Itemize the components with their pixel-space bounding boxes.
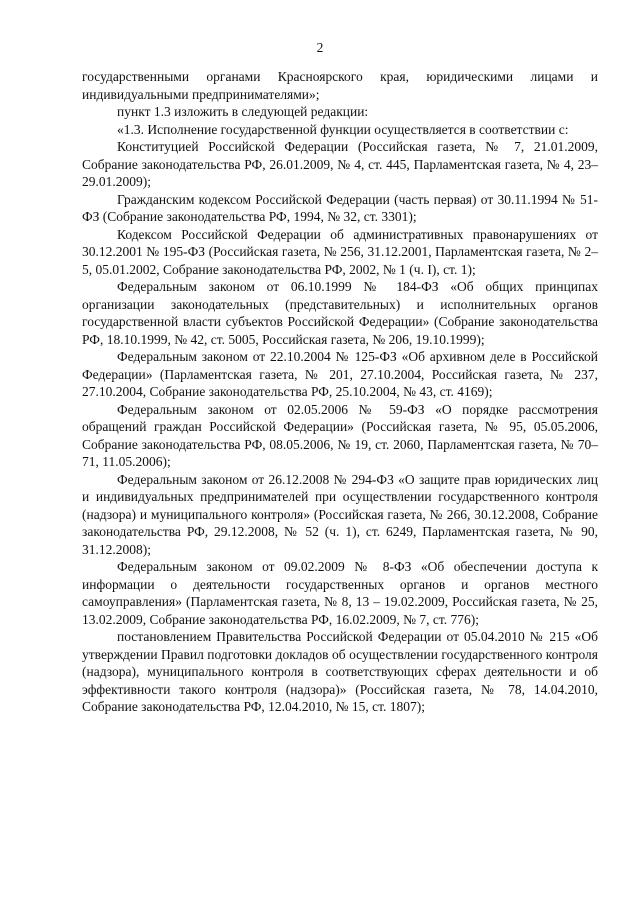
paragraph-law-8: Федеральным законом от 09.02.2009 № 8-ФЗ «Об обеспечении доступа к информации о деятельности государственных органов и органов местного самоуправления» (Парламентская газета, № 8, 13 – 19.02.2009, Российская газета, № 25, 13.02.2009, Собрание законодательства РФ, 16.02.2009, № 7, ст. 776); — [82, 559, 598, 627]
paragraph-constitution: Конституцией Российской Федерации (Российская газета, № 7, 21.01.2009, Собрание законодательства РФ, 26.01.2009, № 4, ст. 445, Парламентская газета, № 4, 23–29.01.2009); — [82, 139, 598, 189]
paragraph-law-184: Федеральным законом от 06.10.1999 № 184-ФЗ «Об общих принципах организации законодательных (представительных) и исполнительных органов государственной власти субъектов Российской Федерации» (Собрание законодательства РФ, 18.10.1999, № 42, ст. 5005, Российская газета, № 206, 19.10.1999); — [82, 279, 598, 347]
page-number: 2 — [316, 40, 324, 55]
paragraph-law-294: Федеральным законом от 26.12.2008 № 294-ФЗ «О защите прав юридических лиц и индивидуальных предпринимателей при осуществлении государственного контроля (надзора) и муниципального контроля» (Российская газета, № 266, 30.12.2008, Собрание законодательства РФ, 29.12.2008, № 52 (ч. 1), ст. 6249, Парламентская газета, № 90, 31.12.2008); — [82, 471, 598, 557]
document-body — [82, 68, 598, 716]
paragraph-law-59: Федеральным законом от 02.05.2006 № 59-ФЗ «О порядке рассмотрения обращений граждан Российской Федерации» (Российская газета, № 95, 05.05.2006, Собрание законодательства РФ, 08.05.2006, № 19, ст. 2060, Парламентская газета, № 70–71, 11.05.2006); — [82, 401, 598, 469]
paragraph-administrative-code: Кодексом Российской Федерации об административных правонарушениях от 30.12.2001 № 195-ФЗ (Российская газета, № 256, 31.12.2001, Парламентская газета, № 2–5, 05.01.2002, Собрание законодательства РФ, 2002, № 1 (ч. I), ст. 1); — [82, 226, 598, 277]
paragraph-civil-code: Гражданским кодексом Российской Федерации (часть первая) от 30.11.1994 № 51-ФЗ (Собрание законодательства РФ, 1994, № 32, ст. 3301); — [82, 191, 598, 224]
paragraph-law-125: Федеральным законом от 22.10.2004 № 125-ФЗ «Об архивном деле в Российской Федерации» (Парламентская газета, № 201, 27.10.2004, Российская газета, № 237, 27.10.2004, Собрание законодательства РФ, 25.10.2004, № 43, ст. 4169); — [82, 349, 598, 399]
paragraph-item-instruction: пункт 1.3 изложить в следующей редакции: — [117, 104, 369, 119]
paragraph-section-1-3: «1.3. Исполнение государственной функции осуществляется в соответствии с: — [117, 121, 569, 137]
paragraph-resolution-215: постановлением Правительства Российской Федерации от 05.04.2010 № 215 «Об утверждении Правил подготовки докладов об осуществлении государственного контроля (надзора), муниципального контроля в соответствующих сферах деятельности и об эффективности такого контроля (надзора)» (Российская газета, № 78, 14.04.2010, Собрание законодательства РФ, 12.04.2010, № 15, ст. 1807); — [82, 629, 598, 714]
paragraph-continuation: государственными органами Красноярского края, юридическими лицами и индивидуальными предпринимателями»; — [82, 69, 598, 102]
